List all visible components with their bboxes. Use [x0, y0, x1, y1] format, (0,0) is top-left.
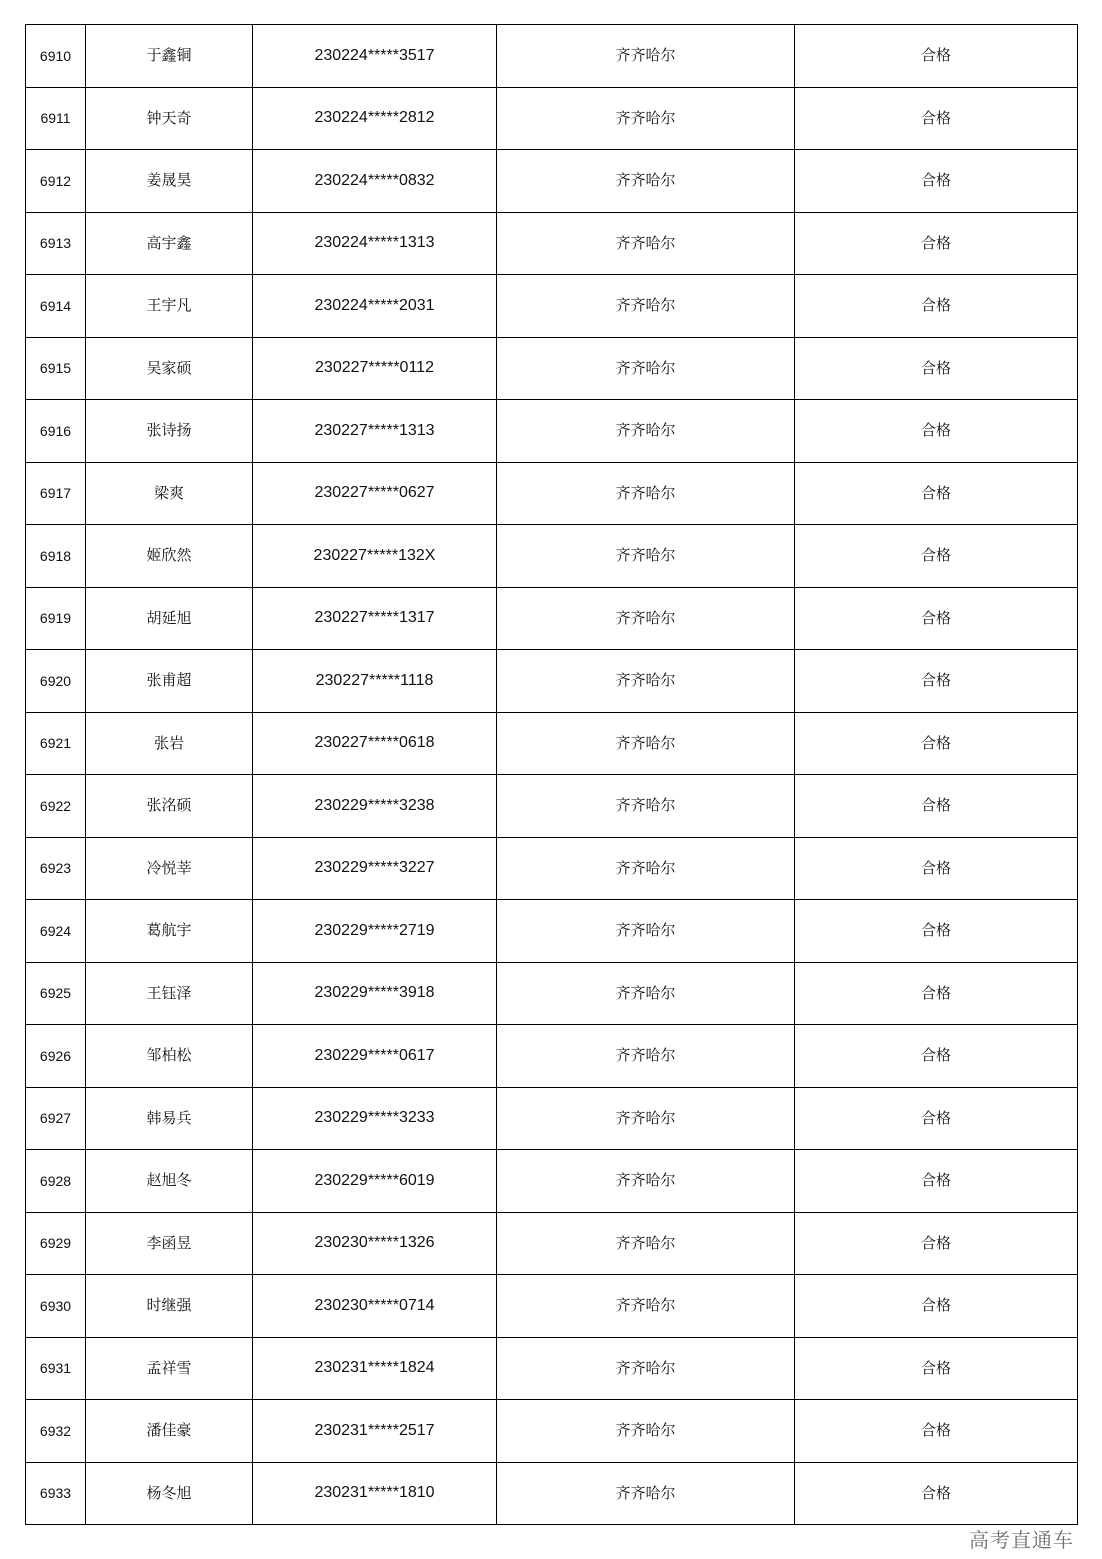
cell-city: 齐齐哈尔 [497, 1025, 795, 1088]
cell-seq-number: 6921 [26, 712, 86, 775]
results-table-body [26, 25, 1078, 1525]
table-row [26, 1462, 1078, 1525]
cell-city: 齐齐哈尔 [497, 1400, 795, 1463]
table-row [26, 712, 1078, 775]
cell-name: 冷悦莘 [86, 837, 253, 900]
table-row [26, 1212, 1078, 1275]
cell-seq-number: 6910 [26, 25, 86, 88]
cell-id-number: 230227*****132X [253, 525, 497, 588]
table-row [26, 1337, 1078, 1400]
cell-result: 合格 [795, 1087, 1078, 1150]
watermark-text: 高考直通车 [969, 1528, 1074, 1552]
cell-id-number: 230229*****2719 [253, 900, 497, 963]
cell-name: 孟祥雪 [86, 1337, 253, 1400]
cell-result: 合格 [795, 25, 1078, 88]
cell-id-number: 230230*****1326 [253, 1212, 497, 1275]
cell-seq-number: 6920 [26, 650, 86, 713]
cell-city: 齐齐哈尔 [497, 650, 795, 713]
table-row [26, 212, 1078, 275]
cell-result: 合格 [795, 1462, 1078, 1525]
cell-name: 梁爽 [86, 462, 253, 525]
table-row [26, 337, 1078, 400]
cell-name: 李函昱 [86, 1212, 253, 1275]
cell-id-number: 230231*****1810 [253, 1462, 497, 1525]
cell-seq-number: 6913 [26, 212, 86, 275]
cell-city: 齐齐哈尔 [497, 1337, 795, 1400]
cell-seq-number: 6922 [26, 775, 86, 838]
cell-id-number: 230227*****0112 [253, 337, 497, 400]
cell-result: 合格 [795, 212, 1078, 275]
cell-result: 合格 [795, 650, 1078, 713]
cell-seq-number: 6926 [26, 1025, 86, 1088]
cell-city: 齐齐哈尔 [497, 87, 795, 150]
cell-seq-number: 6928 [26, 1150, 86, 1213]
cell-result: 合格 [795, 337, 1078, 400]
cell-seq-number: 6925 [26, 962, 86, 1025]
cell-city: 齐齐哈尔 [497, 275, 795, 338]
table-row [26, 1025, 1078, 1088]
cell-name: 胡延旭 [86, 587, 253, 650]
cell-city: 齐齐哈尔 [497, 837, 795, 900]
cell-seq-number: 6923 [26, 837, 86, 900]
cell-result: 合格 [795, 712, 1078, 775]
cell-city: 齐齐哈尔 [497, 25, 795, 88]
cell-seq-number: 6914 [26, 275, 86, 338]
cell-name: 高宇鑫 [86, 212, 253, 275]
cell-seq-number: 6911 [26, 87, 86, 150]
table-row [26, 650, 1078, 713]
cell-city: 齐齐哈尔 [497, 400, 795, 463]
cell-result: 合格 [795, 1212, 1078, 1275]
cell-name: 姜晟昊 [86, 150, 253, 213]
cell-city: 齐齐哈尔 [497, 212, 795, 275]
cell-seq-number: 6915 [26, 337, 86, 400]
table-row [26, 587, 1078, 650]
table-row [26, 1400, 1078, 1463]
cell-seq-number: 6930 [26, 1275, 86, 1338]
cell-id-number: 230227*****1118 [253, 650, 497, 713]
cell-city: 齐齐哈尔 [497, 1212, 795, 1275]
cell-id-number: 230224*****2812 [253, 87, 497, 150]
cell-name: 赵旭冬 [86, 1150, 253, 1213]
cell-id-number: 230224*****1313 [253, 212, 497, 275]
cell-city: 齐齐哈尔 [497, 1087, 795, 1150]
table-row [26, 25, 1078, 88]
cell-result: 合格 [795, 1337, 1078, 1400]
cell-result: 合格 [795, 1275, 1078, 1338]
cell-id-number: 230224*****3517 [253, 25, 497, 88]
table-row [26, 87, 1078, 150]
cell-seq-number: 6929 [26, 1212, 86, 1275]
cell-id-number: 230229*****0617 [253, 1025, 497, 1088]
table-row [26, 900, 1078, 963]
cell-id-number: 230229*****3238 [253, 775, 497, 838]
cell-seq-number: 6927 [26, 1087, 86, 1150]
cell-id-number: 230227*****0627 [253, 462, 497, 525]
table-row [26, 837, 1078, 900]
cell-name: 张洺硕 [86, 775, 253, 838]
cell-result: 合格 [795, 1025, 1078, 1088]
table-row [26, 150, 1078, 213]
results-table-container [25, 24, 1077, 1525]
cell-result: 合格 [795, 150, 1078, 213]
cell-name: 王宇凡 [86, 275, 253, 338]
cell-name: 张岩 [86, 712, 253, 775]
table-row [26, 1150, 1078, 1213]
cell-id-number: 230227*****1313 [253, 400, 497, 463]
cell-result: 合格 [795, 900, 1078, 963]
cell-name: 时继强 [86, 1275, 253, 1338]
table-row [26, 525, 1078, 588]
cell-id-number: 230229*****3227 [253, 837, 497, 900]
cell-city: 齐齐哈尔 [497, 525, 795, 588]
cell-seq-number: 6924 [26, 900, 86, 963]
cell-city: 齐齐哈尔 [497, 1462, 795, 1525]
table-row [26, 462, 1078, 525]
cell-city: 齐齐哈尔 [497, 900, 795, 963]
cell-city: 齐齐哈尔 [497, 712, 795, 775]
table-row [26, 1275, 1078, 1338]
results-table [25, 24, 1078, 1525]
cell-id-number: 230230*****0714 [253, 1275, 497, 1338]
cell-city: 齐齐哈尔 [497, 150, 795, 213]
cell-name: 杨冬旭 [86, 1462, 253, 1525]
table-row [26, 962, 1078, 1025]
cell-city: 齐齐哈尔 [497, 775, 795, 838]
cell-id-number: 230231*****1824 [253, 1337, 497, 1400]
cell-name: 吴家硕 [86, 337, 253, 400]
cell-id-number: 230227*****0618 [253, 712, 497, 775]
table-row [26, 400, 1078, 463]
cell-city: 齐齐哈尔 [497, 337, 795, 400]
cell-result: 合格 [795, 275, 1078, 338]
cell-id-number: 230227*****1317 [253, 587, 497, 650]
cell-result: 合格 [795, 1150, 1078, 1213]
cell-id-number: 230229*****3233 [253, 1087, 497, 1150]
cell-result: 合格 [795, 462, 1078, 525]
cell-result: 合格 [795, 962, 1078, 1025]
cell-name: 张甫超 [86, 650, 253, 713]
cell-city: 齐齐哈尔 [497, 462, 795, 525]
cell-seq-number: 6932 [26, 1400, 86, 1463]
table-row [26, 775, 1078, 838]
cell-name: 韩易兵 [86, 1087, 253, 1150]
cell-name: 王钰泽 [86, 962, 253, 1025]
cell-id-number: 230224*****0832 [253, 150, 497, 213]
cell-seq-number: 6917 [26, 462, 86, 525]
cell-id-number: 230229*****6019 [253, 1150, 497, 1213]
cell-name: 邹柏松 [86, 1025, 253, 1088]
cell-name: 钟天奇 [86, 87, 253, 150]
cell-name: 姬欣然 [86, 525, 253, 588]
cell-city: 齐齐哈尔 [497, 1150, 795, 1213]
cell-name: 张诗扬 [86, 400, 253, 463]
cell-city: 齐齐哈尔 [497, 962, 795, 1025]
cell-city: 齐齐哈尔 [497, 1275, 795, 1338]
cell-result: 合格 [795, 587, 1078, 650]
cell-city: 齐齐哈尔 [497, 587, 795, 650]
cell-result: 合格 [795, 400, 1078, 463]
cell-result: 合格 [795, 525, 1078, 588]
cell-seq-number: 6919 [26, 587, 86, 650]
cell-id-number: 230231*****2517 [253, 1400, 497, 1463]
cell-name: 潘佳豪 [86, 1400, 253, 1463]
cell-name: 葛航宇 [86, 900, 253, 963]
cell-seq-number: 6931 [26, 1337, 86, 1400]
cell-seq-number: 6918 [26, 525, 86, 588]
cell-result: 合格 [795, 1400, 1078, 1463]
table-row [26, 1087, 1078, 1150]
cell-seq-number: 6912 [26, 150, 86, 213]
cell-result: 合格 [795, 87, 1078, 150]
table-row [26, 275, 1078, 338]
cell-result: 合格 [795, 775, 1078, 838]
cell-id-number: 230224*****2031 [253, 275, 497, 338]
cell-name: 于鑫铜 [86, 25, 253, 88]
cell-seq-number: 6916 [26, 400, 86, 463]
cell-seq-number: 6933 [26, 1462, 86, 1525]
cell-result: 合格 [795, 837, 1078, 900]
cell-id-number: 230229*****3918 [253, 962, 497, 1025]
